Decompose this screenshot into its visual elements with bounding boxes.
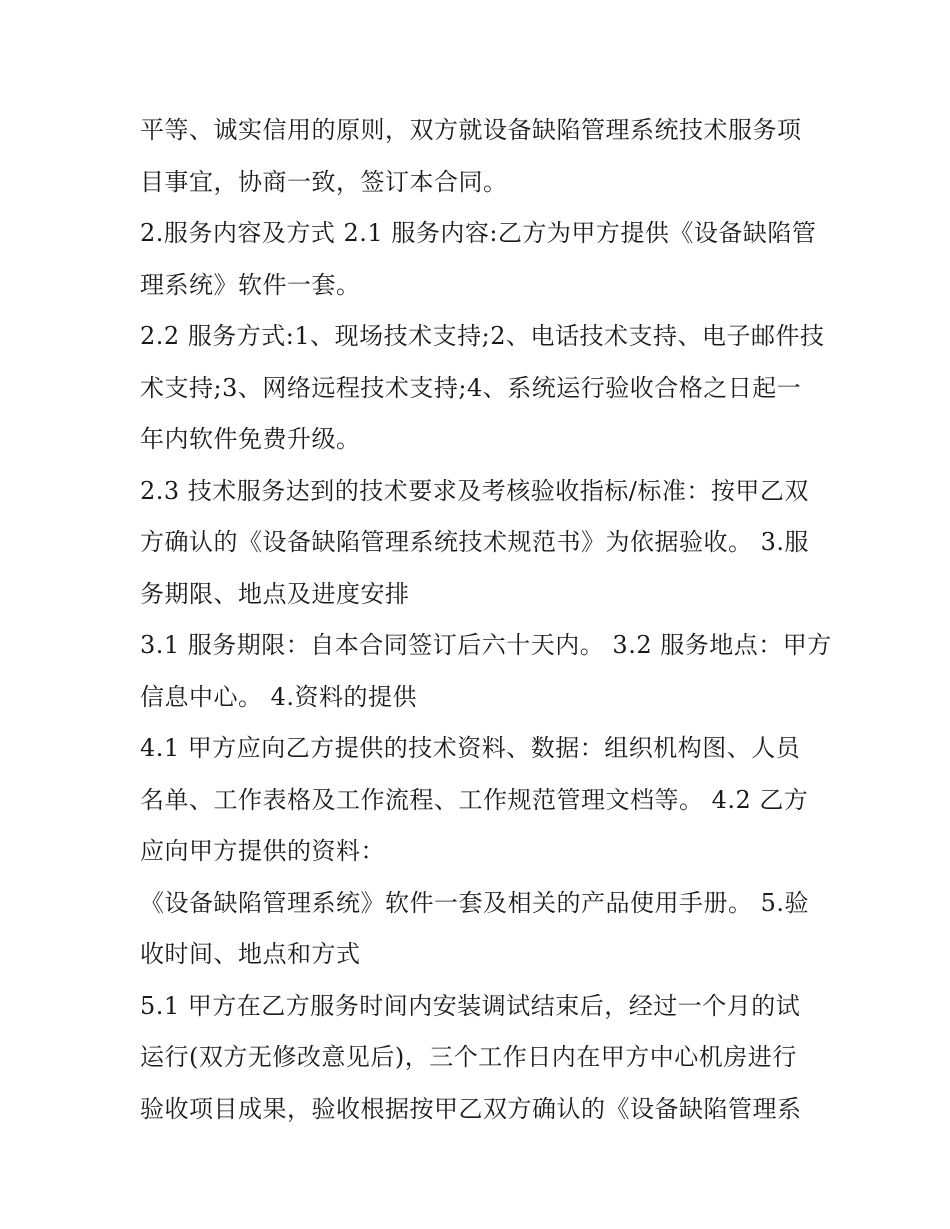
text-line: 3.1 服务期限：自本合同签订后六十天内。 3.2 服务地点：甲方 xyxy=(140,631,832,659)
document-page xyxy=(140,105,832,1135)
text-line: 5.1 甲方在乙方服务时间内安装调试结束后，经过一个月的试 xyxy=(140,991,801,1020)
text-line: 收时间、地点和方式 xyxy=(140,940,361,968)
text-line: 信息中心。 4.资料的提供 xyxy=(140,682,418,711)
text-line: 2.服务内容及方式 2.1 服务内容:乙方为甲方提供《设备缺陷管 xyxy=(140,219,817,247)
text-line: 运行(双方无修改意见后)，三个工作日内在甲方中心机房进行 xyxy=(140,1043,797,1071)
text-line: 名单、工作表格及工作流程、工作规范管理文档等。 4.2 乙方 xyxy=(140,785,809,814)
text-line: 平等、诚实信用的原则，双方就设备缺陷管理系统技术服务项 xyxy=(140,116,802,144)
text-line: 术支持;3、网络远程技术支持;4、系统运行验收合格之日起一 xyxy=(140,373,802,402)
text-line: 应向甲方提供的资料： xyxy=(140,837,385,865)
text-line: 验收项目成果，验收根据按甲乙双方确认的《设备缺陷管理系 xyxy=(140,1094,802,1123)
text-line: 2.2 服务方式:1、现场技术支持;2、电话技术支持、电子邮件技 xyxy=(140,322,825,350)
text-line: 《设备缺陷管理系统》软件一套及相关的产品使用手册。 5.验 xyxy=(140,888,810,917)
text-line: 2.3 技术服务达到的技术要求及考核验收指标/标准：按甲乙双 xyxy=(140,476,809,505)
text-line: 方确认的《设备缺陷管理系统技术规范书》为依据验收。 3.服 xyxy=(140,528,810,556)
text-line: 务期限、地点及进度安排 xyxy=(140,579,410,608)
text-line: 目事宜，协商一致，签订本合同。 xyxy=(140,167,508,196)
text-line: 4.1 甲方应向乙方提供的技术资料、数据：组织机构图、人员 xyxy=(140,734,801,762)
text-line: 年内软件免费升级。 xyxy=(140,425,361,453)
text-line: 理系统》软件一套。 xyxy=(140,270,361,299)
